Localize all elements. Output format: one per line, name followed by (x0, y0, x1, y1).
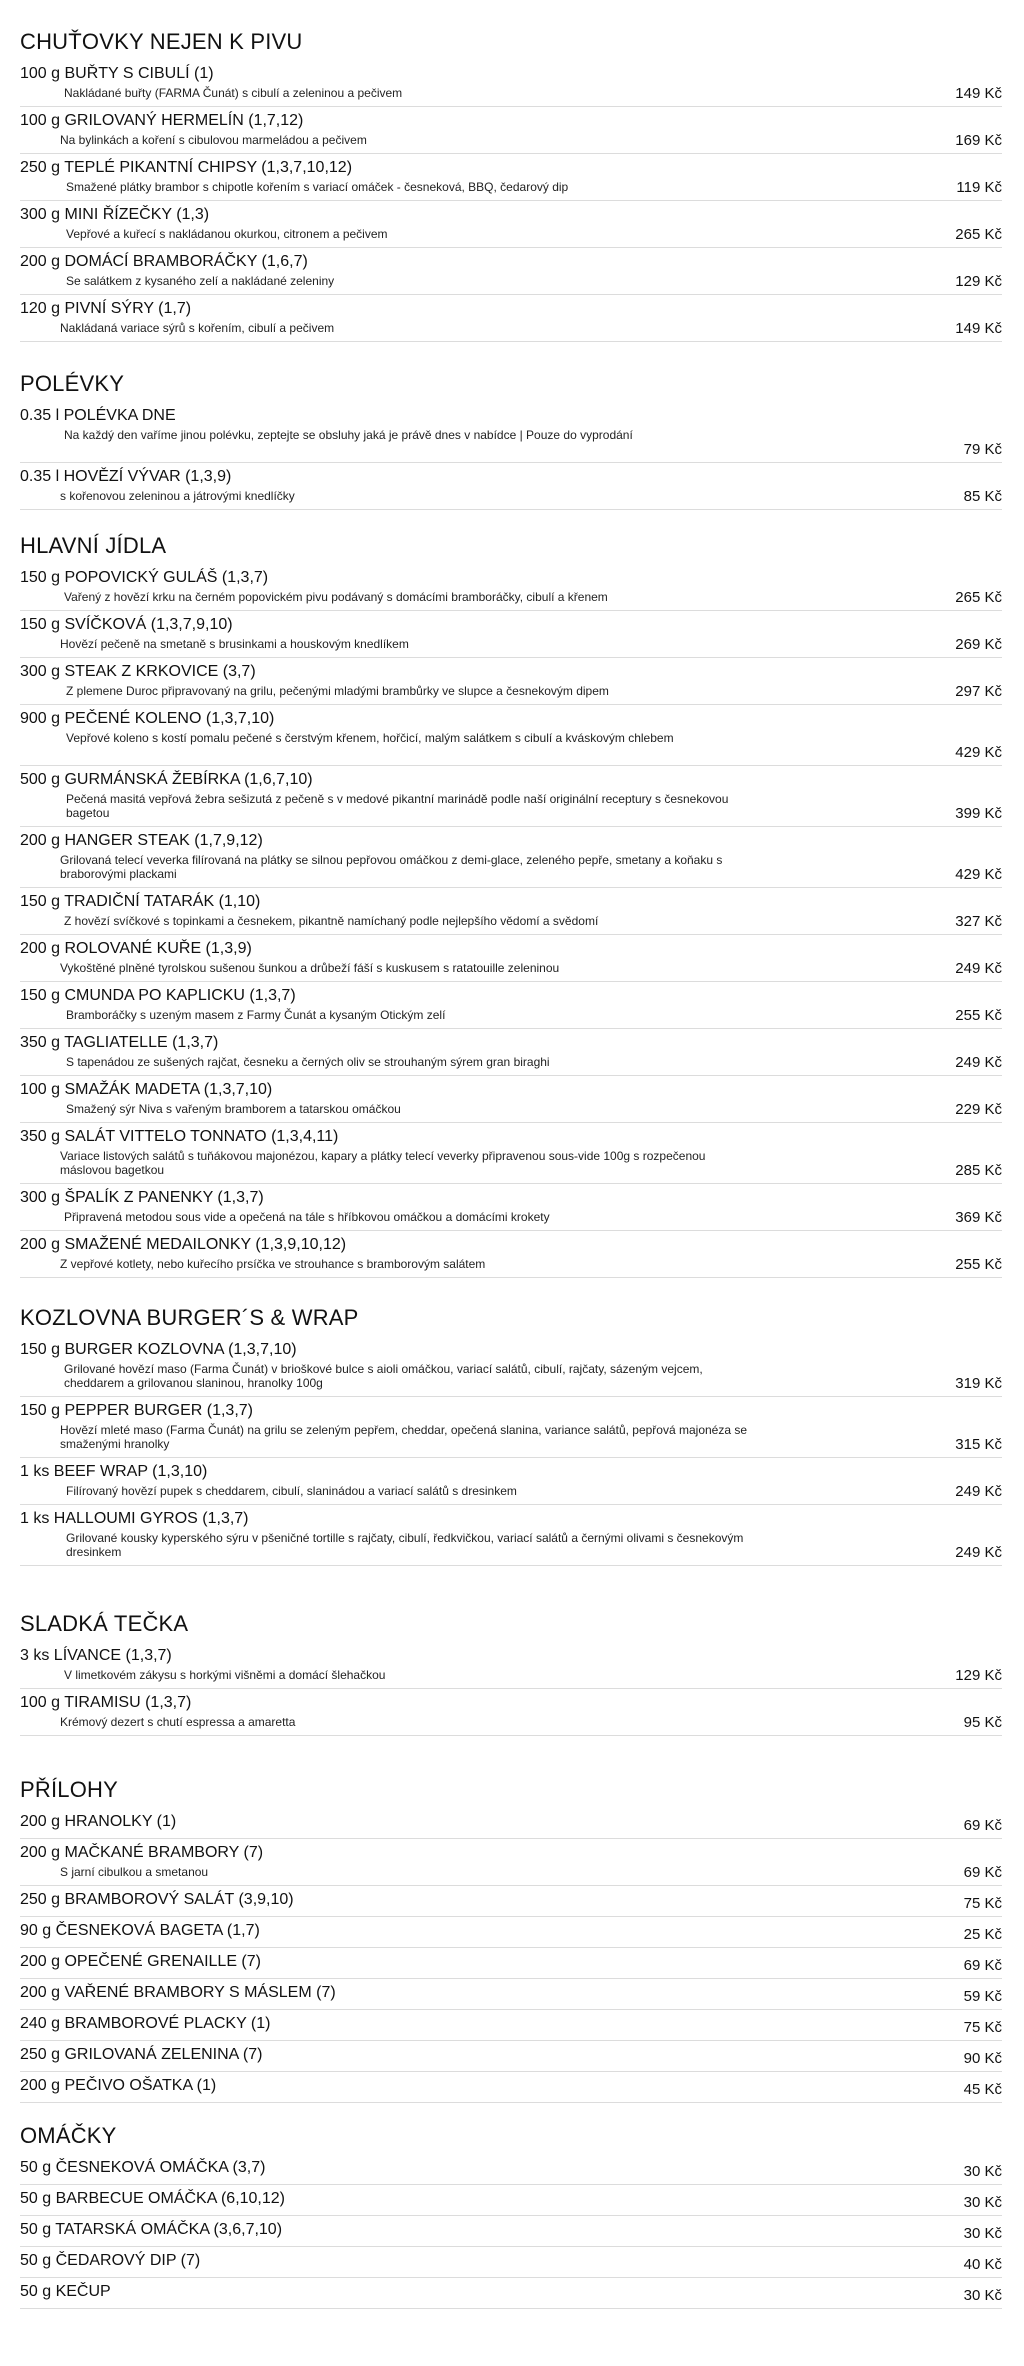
section-title: PŘÍLOHY (20, 1777, 118, 1802)
menu-item (20, 888, 1002, 935)
section-prilohy (20, 1776, 1002, 2103)
menu-item (20, 463, 1002, 510)
menu-item (20, 60, 1002, 107)
item-description: Smažený sýr Niva s vařeným bramborem a tatarskou omáčkou (66, 1102, 401, 1116)
menu-item (20, 1184, 1002, 1231)
item-description: s kořenovou zeleninou a játrovými knedlíčky (60, 489, 295, 503)
item-name: 150 g PEPPER BURGER (1,3,7) (20, 1402, 253, 1419)
item-price: 75 Kč (963, 2019, 1002, 2036)
item-description: Z vepřové kotlety, nebo kuřecího prsíčka ve strouhance s bramborovým salátem (60, 1257, 486, 1271)
item-name: 90 g ČESNEKOVÁ BAGETA (1,7) (20, 1922, 260, 1939)
item-description: Vykoštěné plněné tyrolskou sušenou šunkou a drůbeží fáší s kuskusem s ratatouille zeleninou (60, 961, 560, 975)
menu-item (20, 1458, 1002, 1505)
item-name: 150 g TRADIČNÍ TATARÁK (1,10) (20, 893, 261, 910)
item-price: 297 Kč (955, 683, 1002, 700)
section-omacky (20, 2122, 1002, 2309)
item-name: 300 g MINI ŘÍZEČKY (1,3) (20, 206, 210, 223)
item-name: 200 g HRANOLKY (1) (20, 1813, 177, 1830)
menu-item (20, 1029, 1002, 1076)
item-price: 429 Kč (955, 744, 1002, 761)
section-title: HLAVNÍ JÍDLA (20, 533, 167, 558)
item-name: 200 g MAČKANÉ BRAMBORY (7) (20, 1844, 264, 1861)
item-name: 350 g SALÁT VITTELO TONNATO (1,3,4,11) (20, 1128, 339, 1145)
item-price: 149 Kč (955, 85, 1002, 102)
menu-item (20, 1979, 1002, 2010)
item-price: 95 Kč (963, 1714, 1002, 1731)
item-description: Filírovaný hovězí pupek s cheddarem, cibulí, slaninádou a variací salátů s dresinkem (66, 1484, 517, 1498)
menu-item (20, 1123, 1002, 1184)
item-price: 75 Kč (963, 1895, 1002, 1912)
item-description: Krémový dezert s chutí espressa a amaretta (60, 1715, 296, 1729)
item-name: 250 g BRAMBOROVÝ SALÁT (3,9,10) (20, 1891, 294, 1908)
section-chutovky-nejen-k-pivu (20, 28, 1002, 342)
item-description: Vařený z hovězí krku na černém popovickém pivu podávaný s domácími bramboráčky, cibulí a křenem (64, 590, 608, 604)
item-name: 240 g BRAMBOROVÉ PLACKY (1) (20, 2015, 271, 2032)
item-description: Grilované kousky kyperského sýru v pšeničné tortille s rajčaty, cibulí, ředkvičkou, variací salátů a černými olivami s česnekovým dresinkem (66, 1531, 744, 1559)
item-price: 319 Kč (955, 1375, 1002, 1392)
menu-item (20, 1886, 1002, 1917)
item-description: Hovězí pečeně na smetaně s brusinkami a houskovým knedlíkem (60, 637, 409, 651)
item-description: S tapenádou ze sušených rajčat, česneku a černých oliv se strouhaným sýrem gran biraghi (66, 1055, 550, 1069)
menu-item (20, 1505, 1002, 1566)
item-price: 429 Kč (955, 866, 1002, 883)
menu-item (20, 295, 1002, 342)
item-description: Na každý den vaříme jinou polévku, zeptejte se obsluhy jaká je právě dnes v nabídce | Pouze do vyprodání (64, 428, 633, 442)
item-name: 350 g TAGLIATELLE (1,3,7) (20, 1034, 219, 1051)
item-price: 255 Kč (955, 1256, 1002, 1273)
item-name: 3 ks LÍVANCE (1,3,7) (20, 1647, 172, 1664)
item-name: 150 g SVÍČKOVÁ (1,3,7,9,10) (20, 616, 233, 633)
item-name: 120 g PIVNÍ SÝRY (1,7) (20, 300, 192, 317)
menu-item (20, 1336, 1002, 1397)
item-price: 229 Kč (955, 1101, 1002, 1118)
section-hlavni-jidla (20, 532, 1002, 1278)
item-name: 200 g ROLOVANÉ KUŘE (1,3,9) (20, 940, 252, 957)
section-polevky (20, 370, 1002, 510)
menu-item (20, 1808, 1002, 1839)
menu-item (20, 1689, 1002, 1736)
item-name: 1 ks BEEF WRAP (1,3,10) (20, 1463, 208, 1480)
item-price: 249 Kč (955, 1544, 1002, 1561)
item-price: 30 Kč (963, 2287, 1002, 2304)
menu-item (20, 1948, 1002, 1979)
item-description: S jarní cibulkou a smetanou (60, 1865, 209, 1879)
menu-item (20, 1076, 1002, 1123)
item-price: 249 Kč (955, 1483, 1002, 1500)
item-price: 59 Kč (963, 1988, 1002, 2005)
item-price: 399 Kč (955, 805, 1002, 822)
menu-item (20, 402, 1002, 463)
item-price: 327 Kč (955, 913, 1002, 930)
item-name: 300 g STEAK Z KRKOVICE (3,7) (20, 663, 256, 680)
menu-item (20, 248, 1002, 295)
item-name: 100 g TIRAMISU (1,3,7) (20, 1694, 192, 1711)
item-name: 300 g ŠPALÍK Z PANENKY (1,3,7) (20, 1189, 264, 1206)
item-name: 200 g OPEČENÉ GRENAILLE (7) (20, 1953, 261, 1970)
item-name: 50 g TATARSKÁ OMÁČKA (3,6,7,10) (20, 2221, 283, 2238)
menu-item (20, 2010, 1002, 2041)
item-price: 265 Kč (955, 589, 1002, 606)
item-name: 50 g ČESNEKOVÁ OMÁČKA (3,7) (20, 2159, 266, 2176)
section-title: SLADKÁ TEČKA (20, 1611, 189, 1636)
item-price: 85 Kč (963, 488, 1002, 505)
item-price: 30 Kč (963, 2194, 1002, 2211)
menu-item (20, 1642, 1002, 1689)
menu-item (20, 2278, 1002, 2309)
item-price: 249 Kč (955, 960, 1002, 977)
menu-item (20, 982, 1002, 1029)
menu-item (20, 107, 1002, 154)
item-name: 500 g GURMÁNSKÁ ŽEBÍRKA (1,6,7,10) (20, 771, 313, 788)
item-price: 69 Kč (963, 1864, 1002, 1881)
item-description: Z hovězí svíčkové s topinkami a česnekem, pikantně namíchaný podle nejlepšího vědomí a svědomí (64, 914, 599, 928)
item-price: 249 Kč (955, 1054, 1002, 1071)
menu-item (20, 705, 1002, 766)
item-name: 250 g TEPLÉ PIKANTNÍ CHIPSY (1,3,7,10,12) (20, 159, 353, 176)
menu-item (20, 2154, 1002, 2185)
section-sladka-tecka (20, 1610, 1002, 1736)
item-description: Nakládané buřty (FARMA Čunát) s cibulí a zeleninou a pečivem (64, 86, 403, 100)
item-price: 149 Kč (955, 320, 1002, 337)
item-price: 269 Kč (955, 636, 1002, 653)
item-name: 200 g SMAŽENÉ MEDAILONKY (1,3,9,10,12) (20, 1236, 347, 1253)
item-description: Hovězí mleté maso (Farma Čunát) na grilu se zeleným pepřem, cheddar, opečená slanina, variance salátů, pepřová majonéza se smaženými hranolky (60, 1423, 748, 1451)
item-price: 40 Kč (963, 2256, 1002, 2273)
item-price: 79 Kč (963, 441, 1002, 458)
item-description: Smažené plátky brambor s chipotle kořením s variací omáček - česneková, BBQ, čedarový dip (66, 180, 569, 194)
item-price: 129 Kč (955, 273, 1002, 290)
item-description: Vepřové koleno s kostí pomalu pečené s čerstvým křenem, hořčicí, malým salátkem s cibulí a kváskovým chlebem (66, 731, 674, 745)
item-name: 50 g ČEDAROVÝ DIP (7) (20, 2252, 201, 2269)
item-price: 90 Kč (963, 2050, 1002, 2067)
item-name: 50 g KEČUP (20, 2283, 111, 2300)
item-price: 255 Kč (955, 1007, 1002, 1024)
menu-item (20, 2072, 1002, 2103)
section-title: CHUŤOVKY NEJEN K PIVU (20, 29, 303, 54)
item-name: 250 g GRILOVANÁ ZELENINA (7) (20, 2046, 263, 2063)
item-name: 900 g PEČENÉ KOLENO (1,3,7,10) (20, 710, 275, 727)
item-price: 45 Kč (963, 2081, 1002, 2098)
menu-item (20, 2185, 1002, 2216)
item-name: 200 g PEČIVO OŠATKA (1) (20, 2077, 217, 2094)
item-description: Se salátkem z kysaného zelí a nakládané zeleniny (66, 274, 335, 288)
item-description: Připravená metodou sous vide a opečená na tále s hříbkovou omáčkou a domácími krokety (64, 1210, 550, 1224)
item-price: 25 Kč (963, 1926, 1002, 1943)
item-description: Pečená masitá vepřová žebra sešizutá z pečeně s v medové pikantní marinádě podle naší originální receptury s česnekovou bagetou (66, 792, 729, 820)
menu-item (20, 1917, 1002, 1948)
item-description: Variace listových salátů s tuňákovou majonézou, kapary a plátky telecí veverky připravenou sous-vide 100g s rozpečenou máslovou bagetkou (60, 1149, 706, 1177)
item-name: 200 g HANGER STEAK (1,7,9,12) (20, 832, 263, 849)
item-price: 30 Kč (963, 2225, 1002, 2242)
menu-item (20, 658, 1002, 705)
item-name: 150 g BURGER KOZLOVNA (1,3,7,10) (20, 1341, 297, 1358)
item-description: Grilovaná telecí veverka filírovaná na plátky se silnou pepřovou omáčkou z demi-glace, zeleného pepře, smetany a koňaku s braborovými plackami (60, 853, 723, 881)
item-price: 119 Kč (956, 179, 1002, 196)
item-description: Bramboráčky s uzeným masem z Farmy Čunát a kysaným Otickým zelí (66, 1008, 446, 1022)
item-price: 169 Kč (955, 132, 1002, 149)
item-price: 285 Kč (955, 1162, 1002, 1179)
item-name: 100 g GRILOVANÝ HERMELÍN (1,7,12) (20, 112, 304, 129)
menu-item (20, 2216, 1002, 2247)
item-description: Na bylinkách a koření s cibulovou marmeládou a pečivem (60, 133, 367, 147)
menu-item (20, 2247, 1002, 2278)
item-name: 200 g VAŘENÉ BRAMBORY S MÁSLEM (7) (20, 1984, 336, 2001)
menu-item (20, 1397, 1002, 1458)
menu-item (20, 766, 1002, 827)
item-price: 69 Kč (963, 1957, 1002, 1974)
item-name: 100 g BUŘTY S CIBULÍ (1) (20, 65, 214, 82)
item-price: 369 Kč (955, 1209, 1002, 1226)
item-price: 69 Kč (963, 1817, 1002, 1834)
menu-item (20, 611, 1002, 658)
item-name: 100 g SMAŽÁK MADETA (1,3,7,10) (20, 1081, 273, 1098)
item-name: 150 g CMUNDA PO KAPLICKU (1,3,7) (20, 987, 296, 1004)
item-description: V limetkovém zákysu s horkými višněmi a domácí šlehačkou (64, 1668, 386, 1682)
menu-item (20, 564, 1002, 611)
item-price: 129 Kč (955, 1667, 1002, 1684)
item-description: Vepřové a kuřecí s nakládanou okurkou, citronem a pečivem (66, 227, 388, 241)
item-name: 50 g BARBECUE OMÁČKA (6,10,12) (20, 2190, 285, 2207)
section-title: POLÉVKY (20, 371, 125, 396)
item-name: 1 ks HALLOUMI GYROS (1,3,7) (20, 1510, 249, 1527)
item-name: 150 g POPOVICKÝ GULÁŠ (1,3,7) (20, 569, 269, 586)
item-description: Z plemene Duroc připravovaný na grilu, pečenými mladými brambůrky ve slupce a česnekovým dipem (66, 684, 609, 698)
menu-item (20, 1839, 1002, 1886)
section-title: OMÁČKY (20, 2123, 117, 2148)
menu-item (20, 2041, 1002, 2072)
section-kozlovna-burger-s-wrap (20, 1304, 1002, 1566)
item-price: 315 Kč (955, 1436, 1002, 1453)
item-price: 30 Kč (963, 2163, 1002, 2180)
item-description: Nakládaná variace sýrů s kořením, cibulí a pečivem (60, 321, 335, 335)
item-name: 0.35 l POLÉVKA DNE (20, 407, 176, 424)
menu-item (20, 827, 1002, 888)
item-name: 200 g DOMÁCÍ BRAMBORÁČKY (1,6,7) (20, 253, 308, 270)
menu-item (20, 154, 1002, 201)
item-description: Grilované hovězí maso (Farma Čunát) v brioškové bulce s aioli omáčkou, variací salátů, cibulí, rajčaty, sázeným vejcem, cheddarem a grilovanou slaninou, hranolky 100g (64, 1362, 703, 1390)
item-price: 265 Kč (955, 226, 1002, 243)
menu-item (20, 1231, 1002, 1278)
menu-item (20, 201, 1002, 248)
item-name: 0.35 l HOVĚZÍ VÝVAR (1,3,9) (20, 468, 232, 485)
menu-item (20, 935, 1002, 982)
section-title: KOZLOVNA BURGER´S & WRAP (20, 1305, 359, 1330)
